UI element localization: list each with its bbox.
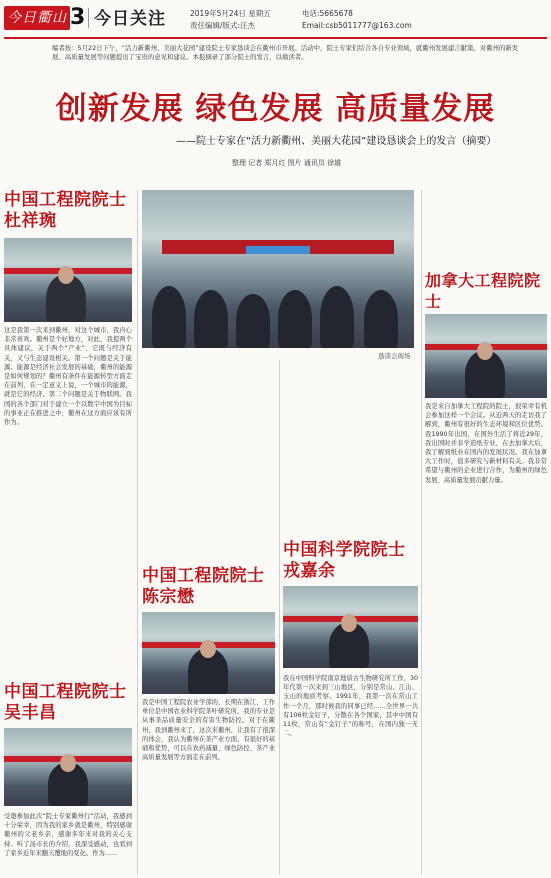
section-title-line1: 中国工程院院士 bbox=[142, 566, 265, 586]
editor-note: 编者按：5月22日下午，“活力新衢州、美丽大花园”建设院士专家恳谈会在衢州市开展。活动中，院士专家们结合各自专业领域，就衢州发展建言献策。对衢州的新发展、高质量发展等问题提出了宝贵的意见和建议。本报摘录了部分院士的发言，以飨读者。 bbox=[52, 44, 519, 61]
masthead-divider bbox=[88, 8, 89, 28]
section-title-line2: 杜祥琬 bbox=[4, 211, 57, 231]
article-body-chen: 我是中国工程院农业学部的，长期在浙江、工作单位是中国农业科学院茶叶研究所，我的专业是从事茶品质量安全的有害生物防控。对于在衢州，我到衢州来了，这次来衢州，让我有了很深的体会，我认为衢州在茶产业方面，有很好的基础和优势，可以在农药减量、绿色防控、茶产业高质量发展等方面走在前列。 bbox=[142, 699, 275, 762]
column-rule bbox=[137, 190, 138, 874]
column-rule bbox=[279, 360, 280, 874]
portrait-photo-wu bbox=[4, 728, 132, 806]
contact-email: Email:csb5011777@163.com bbox=[302, 21, 412, 30]
section-title-line1: 加拿大工程院院士 bbox=[425, 271, 541, 311]
page-number: 3 bbox=[70, 5, 86, 30]
portrait-photo-rong bbox=[283, 586, 418, 668]
section-title-line1: 中国科学院院士 bbox=[283, 540, 406, 560]
issue-date: 2019年5月24日 星期五 bbox=[190, 9, 271, 18]
editor-credit: 责任编辑/版式:汪杰 bbox=[190, 21, 256, 30]
column-rule bbox=[421, 190, 422, 874]
masthead-rule bbox=[4, 37, 547, 39]
section-title-line1: 中国工程院院士 bbox=[4, 682, 127, 702]
section-title-line2: 陈宗懋 bbox=[142, 587, 195, 607]
byline: 整理 记者 郑月红 图片 通讯员 徐雄 bbox=[232, 159, 342, 167]
section-title-line1: 中国工程院院士 bbox=[4, 190, 127, 210]
section-title-chen bbox=[142, 566, 282, 608]
section-name: 今日关注 bbox=[94, 9, 166, 29]
headline: 创新发展 绿色发展 高质量发展 bbox=[55, 91, 496, 127]
article-body-wu: 受邀参加此次“院士专家衢州行”活动，我感到十分荣幸，因为我的家乡就是衢州，特别感谢衢州的父老乡亲，感谢多年来对我的关心支持。听了汤市长的介绍，我深受感动，也看到了家乡近年来翻天覆地的变化。作为…… bbox=[4, 813, 132, 857]
section-title-line2: 戎嘉余 bbox=[283, 561, 336, 581]
subheadline: ——院士专家在“活力新衢州、美丽大花园”建设恳谈会上的发言（摘要） bbox=[176, 136, 497, 147]
portrait-photo-xiao bbox=[425, 314, 547, 398]
newspaper-logo: 今日衢山 bbox=[4, 6, 70, 30]
section-title-rong bbox=[283, 540, 423, 582]
contact-phone: 电话:5665678 bbox=[302, 9, 353, 18]
article-body-xiao: 我是来自加拿大工程院的院士，很荣幸有机会参加这样一个会议。从近两天的走访我了解到，衢州有很好的生态环境和区位优势。我1990年出国，在国外生活了将近29年，我出国时并非学造纸专业，在去加拿大后，我了解到纸业在国内的发展状况。我在加拿大工作时，很多研究与新材料有关。我非常希望与衢州的企业进行合作，为衢州的绿色发展、高质量发展贡献力量。 bbox=[425, 403, 547, 484]
main-photo-meeting bbox=[142, 190, 414, 348]
article-body-du: 这是我第一次来到衢州，对这个城市，我内心非常喜欢。衢州是个好地方，对此，我提两个具体建议，关于两个“产业”，它既与经济有关，又与生态建设相关。第一个问题是关于能源。能源是经济社会发展的基础，衢州的能源是如何规划的？衢州有条件在能源转型方面走在前列，在一定意义上说，一个城市的能源，就是它的经济。第二个问题是关于物联网。我国的各个部门对于建立一个以数字中国为目标的事业正在推进之中，衢州在这方面应该有所作为。 bbox=[4, 327, 132, 427]
section-title-line2: 吴丰昌 bbox=[4, 703, 57, 723]
portrait-photo-du bbox=[4, 238, 132, 322]
main-photo-caption: 恳谈会现场 bbox=[378, 352, 411, 360]
section-title-wu bbox=[4, 682, 134, 724]
section-title-du bbox=[4, 190, 134, 232]
portrait-photo-chen bbox=[142, 612, 275, 694]
article-body-rong: 我在中国科学院南京地质古生物研究所工作，30年代第一次来到三山地区，分别是常山、江山、玉山的地质考察。1991年，我第一次在常山工作一个月，那时候我的同事已经……全世界一共有106枚金钉子，分散在各个国家，其中中国有11枚，常山有“金钉子”的称号，在国内独一无二。 bbox=[283, 675, 418, 738]
